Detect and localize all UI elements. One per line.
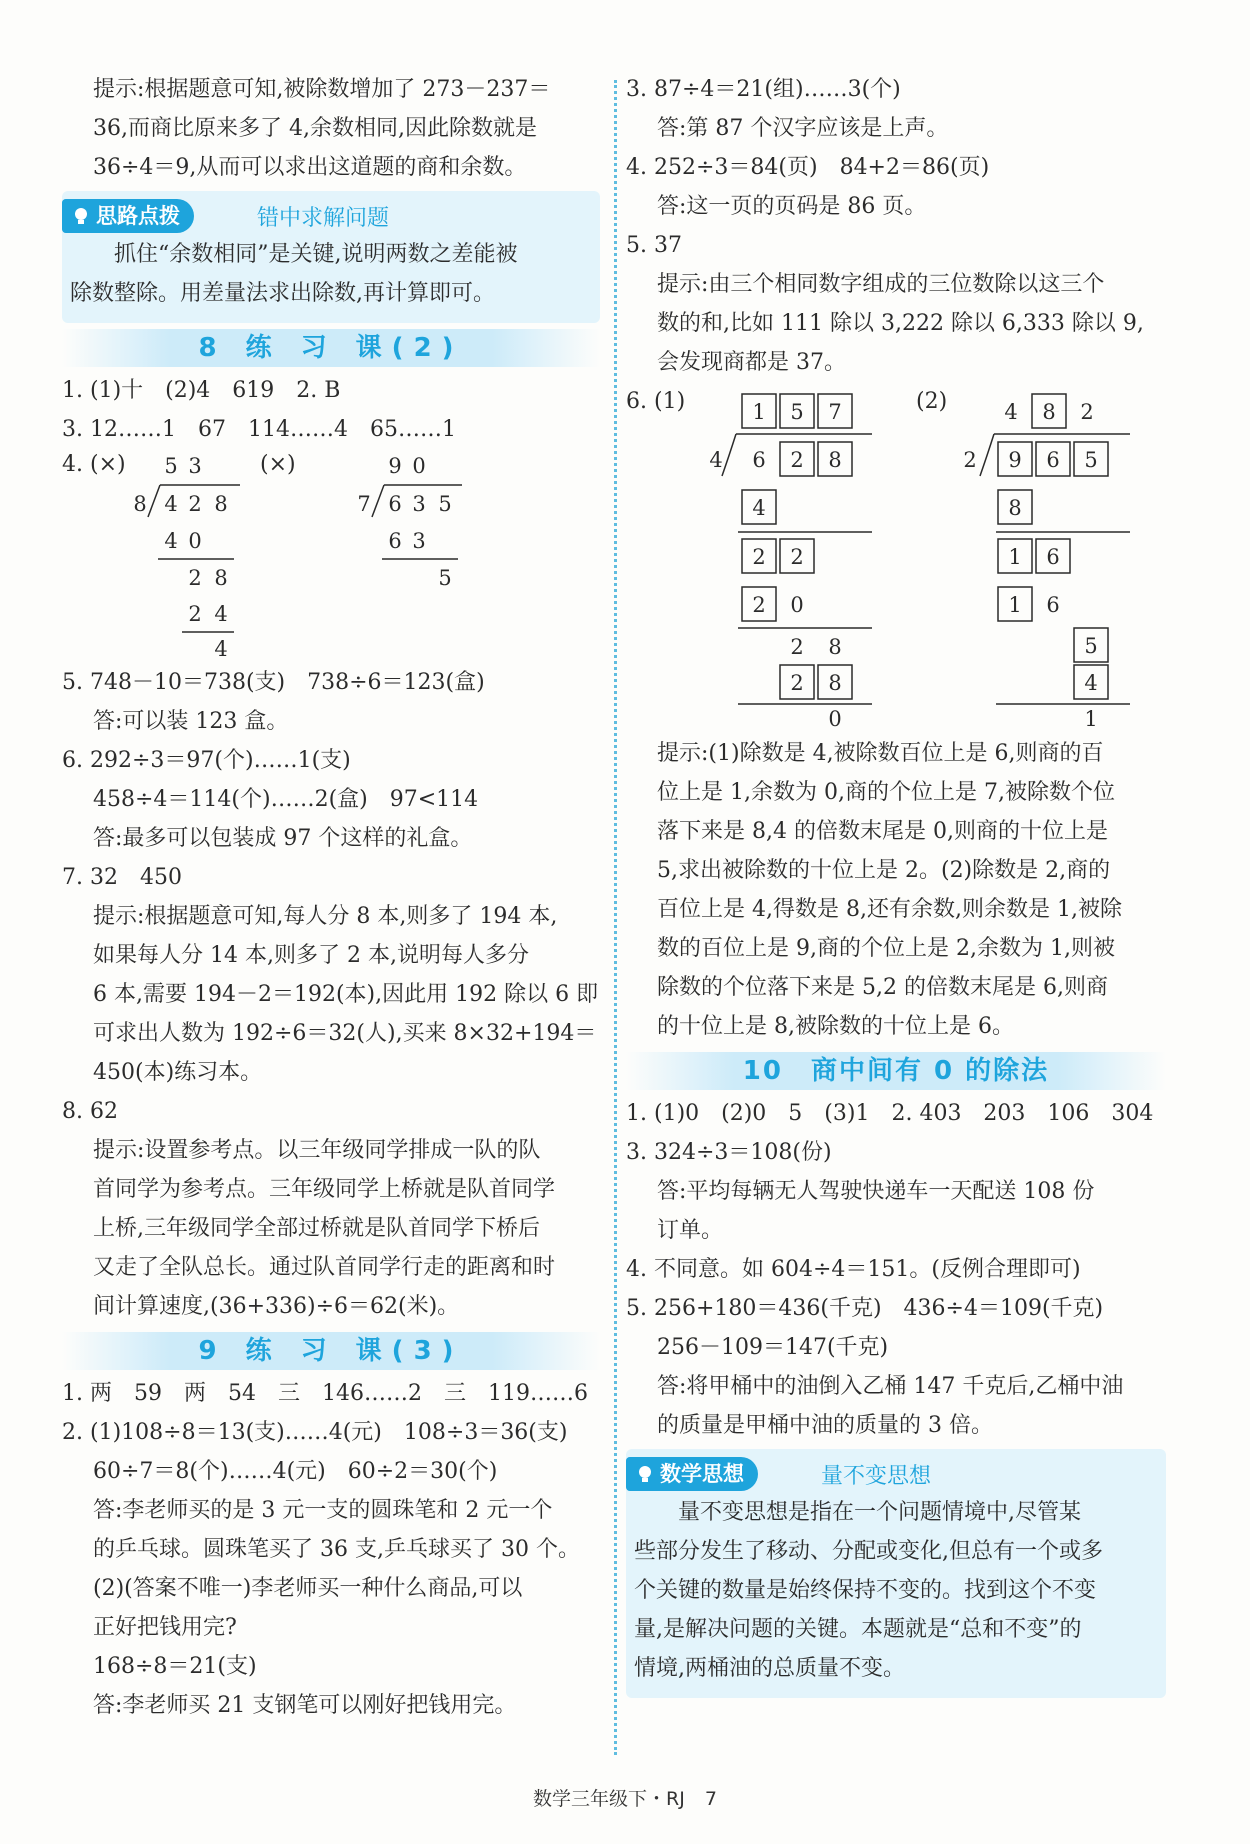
section-title-9: 9 练 习 课(3) xyxy=(62,1332,600,1370)
column-divider xyxy=(614,80,617,1755)
section-title-10: 10 商中间有 0 的除法 xyxy=(626,1052,1166,1090)
answer-line: 60÷7＝8(个)……4(元) 60÷2＝30(个) xyxy=(93,1459,498,1484)
think-line: 情境,两桶油的总质量不变。 xyxy=(634,1656,905,1681)
left-column xyxy=(62,70,600,1725)
hint-line: 上桥,三年级同学全部过桥就是队首同学下桥后 xyxy=(93,1216,540,1241)
hint-line: 会发现商都是 37。 xyxy=(657,350,846,375)
answer-line: 1. (1)0 (2)0 5 (3)1 2. 403 203 106 304 xyxy=(626,1101,1154,1126)
answer-line: 3. 12……1 67 114……4 65……1 xyxy=(62,417,456,442)
digit: 0 xyxy=(790,593,804,617)
hint-line: 除数的个位落下来是 5,2 的倍数末尾是 6,则商 xyxy=(657,975,1108,1000)
hint-line: 提示:根据题意可知,被除数增加了 273－237＝ xyxy=(93,77,551,102)
hint-line: 可求出人数为 192÷6＝32(人),买来 8×32+194＝ xyxy=(93,1021,597,1046)
hint-line: 落下来是 8,4 的倍数末尾是 0,则商的十位上是 xyxy=(657,819,1108,844)
digit: 9 xyxy=(388,454,402,478)
answer-line: 答:将甲桶中的油倒入乙桶 147 千克后,乙桶中油 xyxy=(657,1374,1124,1399)
think-line: 除数整除。用差量法求出除数,再计算即可。 xyxy=(70,281,495,306)
section-title-8: 8 练 习 课(2) xyxy=(62,329,600,367)
digit: 2 xyxy=(188,602,202,626)
footer-text: 数学三年级下・RJ xyxy=(533,1788,685,1810)
think-subtitle: 量不变思想 xyxy=(821,1464,932,1489)
answer-line: 的乒乓球。圆珠笔买了 36 支,乒乓球买了 30 个。 xyxy=(93,1537,580,1562)
box-division-figure xyxy=(626,382,1166,702)
hint-line: 450(本)练习本。 xyxy=(93,1060,263,1085)
digit: 4 xyxy=(752,496,766,520)
digit: 4 xyxy=(164,492,178,516)
answer-line: 答:李老师买的是 3 元一支的圆珠笔和 2 元一个 xyxy=(93,1498,553,1523)
digit: 8 xyxy=(1008,496,1022,520)
digit: 5 xyxy=(790,400,804,424)
digit: 5 xyxy=(1084,634,1098,658)
hint-line: 数的百位上是 9,商的个位上是 2,余数为 1,则被 xyxy=(657,936,1115,961)
answer-line: 5. 748－10＝738(支) 738÷6＝123(盒) xyxy=(62,670,485,695)
answer-line: 5. 256+180＝436(千克) 436÷4＝109(千克) xyxy=(626,1296,1104,1321)
digit: 6 xyxy=(1046,448,1060,472)
digit: 2 xyxy=(752,593,766,617)
answer-line: 3. 324÷3＝108(份) xyxy=(626,1140,832,1165)
hint-line: 提示:根据题意可知,每人分 8 本,则多了 194 本, xyxy=(93,904,558,929)
digit: 4 xyxy=(164,529,178,553)
think-badge xyxy=(626,1457,758,1491)
answer-line: 答:李老师买 21 支钢笔可以刚好把钱用完。 xyxy=(93,1693,517,1718)
digit: 8 xyxy=(1042,400,1056,424)
digit: 2 xyxy=(752,545,766,569)
hint-line: 提示:设置参考点。以三年级同学排成一队的队 xyxy=(93,1138,541,1163)
digit: 1 xyxy=(1008,593,1022,617)
answer-line: (2)(答案不唯一)李老师买一种什么商品,可以 xyxy=(93,1576,523,1601)
digit: 5 xyxy=(1084,448,1098,472)
answer-line: 答:最多可以包装成 97 个这样的礼盒。 xyxy=(93,826,473,851)
hint-top xyxy=(62,70,600,187)
digit: 2 xyxy=(1080,400,1094,424)
answer-line: 1. (1)十 (2)4 619 2. B xyxy=(62,378,341,403)
page-footer xyxy=(0,1784,1250,1811)
answer-line: 答:这一页的页码是 86 页。 xyxy=(657,194,927,219)
digit: 1 xyxy=(752,400,766,424)
digit: 2 xyxy=(188,492,202,516)
answer-line: 7. 32 450 xyxy=(62,865,182,890)
box-division-pair xyxy=(626,382,1166,702)
think-line: 些部分发生了移动、分配或变化,但总有一个或多 xyxy=(634,1539,1103,1564)
division-remainders xyxy=(626,702,1166,731)
digit: 2 xyxy=(790,545,804,569)
answer-line: 168÷8＝21(支) xyxy=(93,1654,257,1679)
digit: 8 xyxy=(214,566,228,590)
right-column xyxy=(626,70,1166,1704)
q4-label-2: (×) xyxy=(260,452,296,477)
digit: 3 xyxy=(188,454,202,478)
page-number: 7 xyxy=(704,1788,717,1810)
hint-line: 36÷4＝9,从而可以求出这道题的商和余数。 xyxy=(93,155,527,180)
hint-line: 间计算速度,(36+336)÷6＝62(米)。 xyxy=(93,1294,460,1319)
answer-line: 订单。 xyxy=(657,1218,724,1243)
answer-line: 256－109＝147(千克) xyxy=(657,1335,889,1360)
hint-line: 6 本,需要 194－2＝192(本),因此用 192 除以 6 即 xyxy=(93,982,599,1007)
think-line: 量,是解决问题的关键。本题就是“总和不变”的 xyxy=(634,1617,1082,1642)
digit: 4 xyxy=(709,448,723,472)
answer-line: 答:第 87 个汉字应该是上声。 xyxy=(657,116,949,141)
hint-line: 数的和,比如 111 除以 3,222 除以 6,333 除以 9, xyxy=(657,311,1144,336)
hint-line: 36,而商比原来多了 4,余数相同,因此除数就是 xyxy=(93,116,537,141)
answer-line: 4. 252÷3＝84(页) 84+2＝86(页) xyxy=(626,155,990,180)
think-badge-label: 思路点拨 xyxy=(96,204,180,228)
think-line: 抓住“余数相同”是关键,说明两数之差能被 xyxy=(114,242,518,267)
answer-line: 答:可以装 123 盒。 xyxy=(93,709,289,734)
hint-line: 5,求出被除数的十位上是 2。(2)除数是 2,商的 xyxy=(657,858,1111,883)
digit: 2 xyxy=(790,448,804,472)
answer-line: 的质量是甲桶中油的质量的 3 倍。 xyxy=(657,1413,993,1438)
digit: 8 xyxy=(828,448,842,472)
hint-line: 又走了全队总长。通过队首同学行走的距离和时 xyxy=(93,1255,556,1280)
hint-line: 的十位上是 8,被除数的十位上是 6。 xyxy=(657,1014,1014,1039)
think-line: 个关键的数量是始终保持不变的。找到这个不变 xyxy=(634,1578,1097,1603)
digit: 1 xyxy=(1084,707,1098,731)
digit: 5 xyxy=(438,492,452,516)
hint-line: 位上是 1,余数为 0,商的个位上是 7,被除数个位 xyxy=(657,780,1115,805)
digit: 6 xyxy=(388,529,402,553)
digit: 0 xyxy=(828,707,842,731)
answer-line: 答:平均每辆无人驾驶快递车一天配送 108 份 xyxy=(657,1179,1095,1204)
digit: 9 xyxy=(1008,448,1022,472)
answer-line: 8. 62 xyxy=(62,1099,118,1124)
digit: 2 xyxy=(963,448,977,472)
remainder-row xyxy=(626,702,1166,731)
think-line: 量不变思想是指在一个问题情境中,尽管某 xyxy=(678,1500,1081,1525)
digit: 2 xyxy=(188,566,202,590)
long-division-pair-1 xyxy=(62,449,600,661)
digit: 6 xyxy=(752,448,766,472)
q4-label: 4. (×) xyxy=(62,452,126,477)
digit: 4 xyxy=(1084,671,1098,695)
digit: 4 xyxy=(1004,400,1018,424)
answer-line: 458÷4＝114(个)……2(盒) 97<114 xyxy=(93,787,479,812)
answer-line: 4. 不同意。如 604÷4＝151。(反例合理即可) xyxy=(626,1257,1081,1282)
digit: 8 xyxy=(828,635,842,659)
answer-line: 5. 37 xyxy=(626,233,682,258)
digit: 6 xyxy=(1046,545,1060,569)
answer-line: 3. 87÷4＝21(组)……3(个) xyxy=(626,77,901,102)
digit: 2 xyxy=(790,635,804,659)
digit: 0 xyxy=(412,454,426,478)
answer-line: 正好把钱用完? xyxy=(93,1615,237,1640)
digit: 8 xyxy=(133,492,147,516)
digit: 8 xyxy=(214,492,228,516)
digit: 0 xyxy=(188,529,202,553)
q6-label: 6. (1) xyxy=(626,389,686,414)
think-badge-label: 数学思想 xyxy=(660,1462,744,1486)
bulb-icon xyxy=(70,205,92,227)
digit: 5 xyxy=(164,454,178,478)
answer-line: 1. 两 59 两 54 三 146……2 三 119……6 xyxy=(62,1381,588,1406)
think-badge xyxy=(62,199,194,233)
answer-line: 2. (1)108÷8＝13(支)……4(元) 108÷3＝36(支) xyxy=(62,1420,568,1445)
digit: 2 xyxy=(790,671,804,695)
digit: 5 xyxy=(438,566,452,590)
digit: 3 xyxy=(412,529,426,553)
digit: 6 xyxy=(1046,593,1060,617)
digit: 7 xyxy=(828,400,842,424)
digit: 3 xyxy=(412,492,426,516)
hint-line: 如果每人分 14 本,则多了 2 本,说明每人多分 xyxy=(93,943,529,968)
digit: 7 xyxy=(357,492,371,516)
think-box-1 xyxy=(62,191,600,323)
think-box-2 xyxy=(626,1449,1166,1698)
q6-label-2: (2) xyxy=(916,389,948,414)
hint-line: 提示:由三个相同数字组成的三位数除以这三个 xyxy=(657,272,1105,297)
digit: 8 xyxy=(828,671,842,695)
digit: 1 xyxy=(1008,545,1022,569)
hint-line: 提示:(1)除数是 4,被除数百位上是 6,则商的百 xyxy=(657,741,1104,766)
think-subtitle: 错中求解问题 xyxy=(257,206,390,231)
hint-line: 百位上是 4,得数是 8,还有余数,则余数是 1,被除 xyxy=(657,897,1122,922)
digit: 6 xyxy=(388,492,402,516)
long-division-figure-1 xyxy=(62,449,600,661)
hint-line: 首同学为参考点。三年级同学上桥就是队首同学 xyxy=(93,1177,556,1202)
answer-line: 6. 292÷3＝97(个)……1(支) xyxy=(62,748,351,773)
bulb-icon xyxy=(634,1463,656,1485)
digit: 4 xyxy=(214,602,228,626)
digit: 4 xyxy=(214,637,228,661)
